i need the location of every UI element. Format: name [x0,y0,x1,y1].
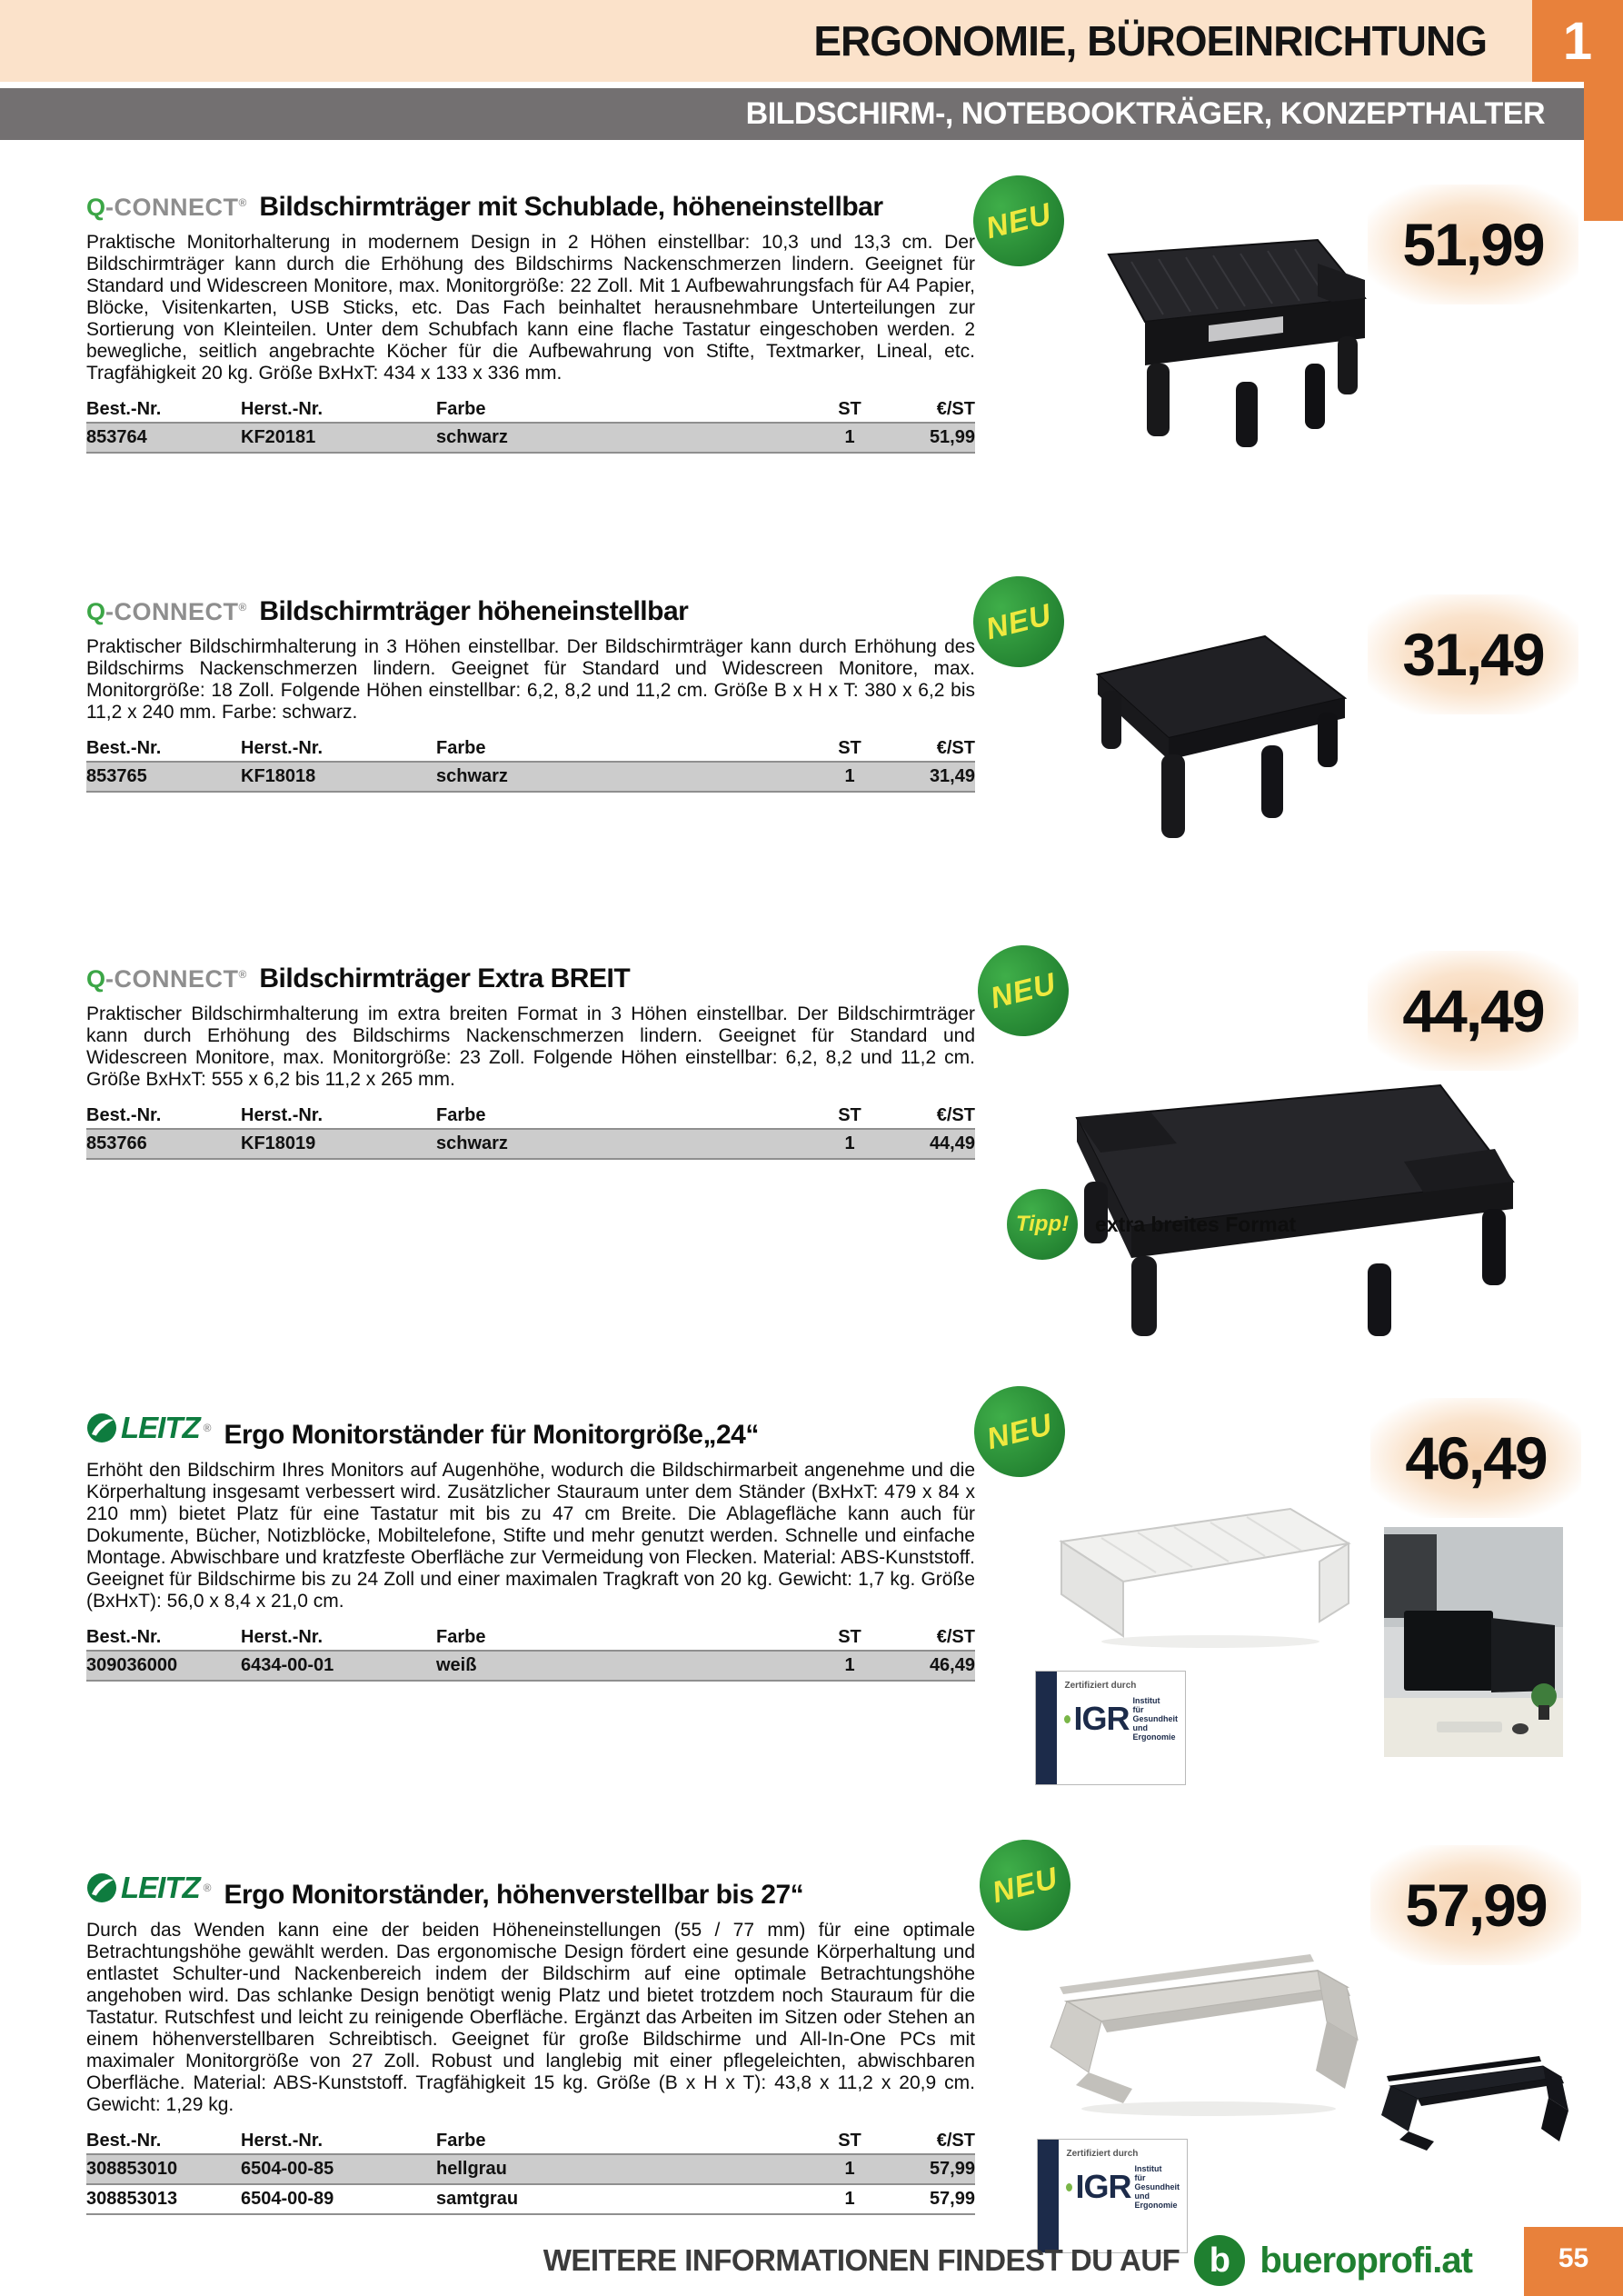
product-table [86,2128,975,2215]
qconnect-logo: Q-CONNECT® [86,965,247,993]
table-row: 853764 KF20181 schwarz 1 51,99 [86,422,975,454]
footer-text: WEITERE INFORMATIONEN FINDEST DU AUF [543,2243,1180,2277]
product-photo-desk-scene [1384,1527,1563,1762]
qconnect-logo: Q-CONNECT® [86,194,247,221]
tipp-note: extra breites Format [1095,1213,1297,1236]
product-image-lightgray-stand [1045,1934,1361,2125]
product-description: Durch das Wenden kann eine der beiden Höheneinstellungen (55 / 77 mm) für eine optimale Betrachtungshöhe gewählt werden. Das ergonomische Design fördert eine gesunde Körperhaltung und entlastet Schulter-und Nackenbereich indem der Bildschirm auf eine optimale Betrachtungshöhe angehoben wird. Das schlanke Design benötigt wenig Platz und bietet trotzdem noch Stauraum für die Tastatur. Rutschfest und leicht zu reinigende Oberfläche. Ergänzt das Arbeiten im Sitzen oder Stehen an einem höhenverstellbaren Schreibtisch. Geeignet für große Bildschirme und All-In-One PCs mit maximaler Monitorgröße von 27 Zoll. Robust und langlebig mit einer pflegeleichten, abwischbaren Oberfläche. Material: ABS-Kunststoff. Tragfähigkeit 15 kg. Größe (B x H x T): 43,8 x 11,2 x 20,9 cm. Gewicht: 1,29 kg. [86,1920,975,2115]
table-header-row: Best.-Nr. Herst.-Nr. Farbe ST €/ST [86,1104,975,1125]
table-row: 308853010 6504-00-85 hellgrau 1 57,99 [86,2153,975,2183]
leitz-leaf-icon [86,1872,117,1903]
price-badge: 51,99 [1368,185,1578,304]
price-badge: 44,49 [1368,951,1578,1071]
product-description: Praktische Monitorhalterung in modernem Design in 2 Höhen einstellbar: 10,3 und 13,3 cm. Der Bildschirmträger kann durch die Erhöhung des Bildschirms Nackenschmerzen lindern. Geeignet für Standard und Widescreen Monitore, max. Monitorgröße: 22 Zoll. Mit 1 Aufbewahrungsfach für A4 Papier, Blöcke, Visitenkarten, USB Sticks, etc. Das Fach beinhaltet herausnehmbare Unterteilungen zur Sortierung von Kleinteilen. Unter dem Schubfach kann eine flache Tastatur eingeschoben werden. 2 bewegliche, seitlich angebrachte Köcher für die Aufbewahrung von Stifte, Textmarker, Lineal, etc. Tragfähigkeit 20 kg. Größe BxHxT: 434 x 133 x 336 mm. [86,232,975,384]
bueroprofi-site-link[interactable]: bueroprofi.at [1260,2240,1472,2281]
table-header-row: Best.-Nr. Herst.-Nr. Farbe ST €/ST [86,1626,975,1647]
neu-badge: NEU [963,165,1073,275]
page-number-tab: 55 [1524,2227,1623,2296]
igr-certification-badge: Zertifiziert durch IGR Institut für Gesundheit und Ergonomie [1035,1671,1186,1785]
product-image-stand-with-drawer [1045,227,1372,459]
product-table [86,735,975,793]
footer [0,2231,1472,2290]
neu-badge: NEU [968,935,1078,1045]
side-strip [1584,82,1623,221]
qconnect-logo: Q-CONNECT® [86,598,247,625]
leitz-logo: LEITZ ® [86,1871,212,1905]
page-title: ERGONOMIE, BÜROEINRICHTUNG [813,17,1487,65]
igr-badge-strip [1036,1672,1057,1784]
subtitle-text: BILDSCHIRM-, NOTEBOOKTRÄGER, KONZEPTHALTER [745,96,1545,131]
product-description: Erhöht den Bildschirm Ihres Monitors auf Augenhöhe, wodurch die Bildschirmarbeit angenehme und die Körperhaltung insgesamt verbessert wird. Zusätzlicher Stauraum unter dem Ständer (BxHxT: 479 x 84 x 210 mm) bietet Platz für eine Tastatur mit bis zu 47 cm Breite. Die Ablagefläche kann auch für Dokumente, Bücher, Notizblöcke, Mobiltelefone, Stifte und mehr genutzt werden. Schnelle und einfache Montage. Abwischbare und kratzfeste Oberfläche zur Vermeidung von Flecken. Material: ABS-Kunststoff. Geeignet für Bildschirme bis zu 24 Zoll und einer maximalen Tragkraft von 20 kg. Gewicht: 1,7 kg. Größe (BxHxT): 56,0 x 8,4 x 21,0 cm. [86,1460,975,1612]
table-header-row: Best.-Nr. Herst.-Nr. Farbe ST €/ST [86,737,975,758]
igr-certification-badge: Zertifiziert durch IGR Institut für Gesundheit und Ergonomie [1037,2139,1188,2253]
product-image-extra-wide-stand [1041,1054,1531,1359]
leitz-leaf-icon [86,1413,117,1443]
table-header-row: Best.-Nr. Herst.-Nr. Farbe ST €/ST [86,398,975,419]
igr-dot-icon [1064,1715,1070,1723]
leitz-logo: LEITZ ® [86,1411,212,1445]
product-description: Praktischer Bildschirmhalterung im extra breiten Format in 3 Höhen einstellbar. Der Bildschirmträger kann durch Erhöhung des Bildschirms Nackenschmerzen lindern. Geeignet für Standard und Widescreen Monitore, max. Monitorgröße: 23 Zoll. Folgende Höhen einstellbar: 6,2, 8,2 und 11,2 cm. Größe BxHxT: 555 x 6,2 bis 11,2 x 265 mm. [86,1003,975,1090]
price-badge: 46,49 [1370,1398,1581,1518]
product-image-stand [1045,618,1363,859]
table-row: 308853013 6504-00-89 samtgrau 1 57,99 [86,2183,975,2215]
igr-dot-icon [1066,2183,1072,2191]
price-badge: 57,99 [1370,1845,1581,1965]
neu-badge: NEU [963,566,1073,676]
product-table [86,396,975,454]
table-row: 853766 KF18019 schwarz 1 44,49 [86,1128,975,1160]
product-title: Bildschirmträger Extra BREIT [259,963,631,993]
product-description: Praktischer Bildschirmhalterung in 3 Höhen einstellbar. Der Bildschirmträger kann durch Erhöhung des Bildschirms Nackenschmerzen lindern. Geeignet für Standard und Widescreen Monitore, max. Monitorgröße: 18 Zoll. Folgende Höhen einstellbar: 6,2, 8,2 und 11,2 cm. Größe B x H x T: 380 x 6,2 bis 11,2 x 240 mm. Farbe: schwarz. [86,636,975,723]
neu-badge: NEU [970,1830,1080,1940]
table-row: 309036000 6434-00-01 weiß 1 46,49 [86,1650,975,1682]
price-badge: 31,49 [1368,594,1578,714]
product-table [86,1624,975,1682]
bueroprofi-logo-icon: b [1194,2235,1245,2286]
chapter-number: 1 [1562,11,1593,71]
chapter-tab [1532,0,1623,82]
table-header-row: Best.-Nr. Herst.-Nr. Farbe ST €/ST [86,2130,975,2151]
neu-badge: NEU [964,1376,1074,1486]
product-table [86,1103,975,1160]
product-image-white-stand [1047,1483,1358,1656]
product-title: Bildschirmträger mit Schublade, höheneinstellbar [259,192,883,222]
product-image-black-stand [1378,2043,1571,2166]
product-title: Ergo Monitorständer, höhenverstellbar bis 27“ [224,1880,804,1910]
table-row: 853765 KF18018 schwarz 1 31,49 [86,761,975,793]
tipp-badge: Tipp! [1007,1189,1078,1260]
subtitle-bar [0,88,1584,140]
product-title: Ergo Monitorständer für Monitorgröße„24“ [224,1420,759,1450]
product-title: Bildschirmträger höheneinstellbar [259,596,689,626]
